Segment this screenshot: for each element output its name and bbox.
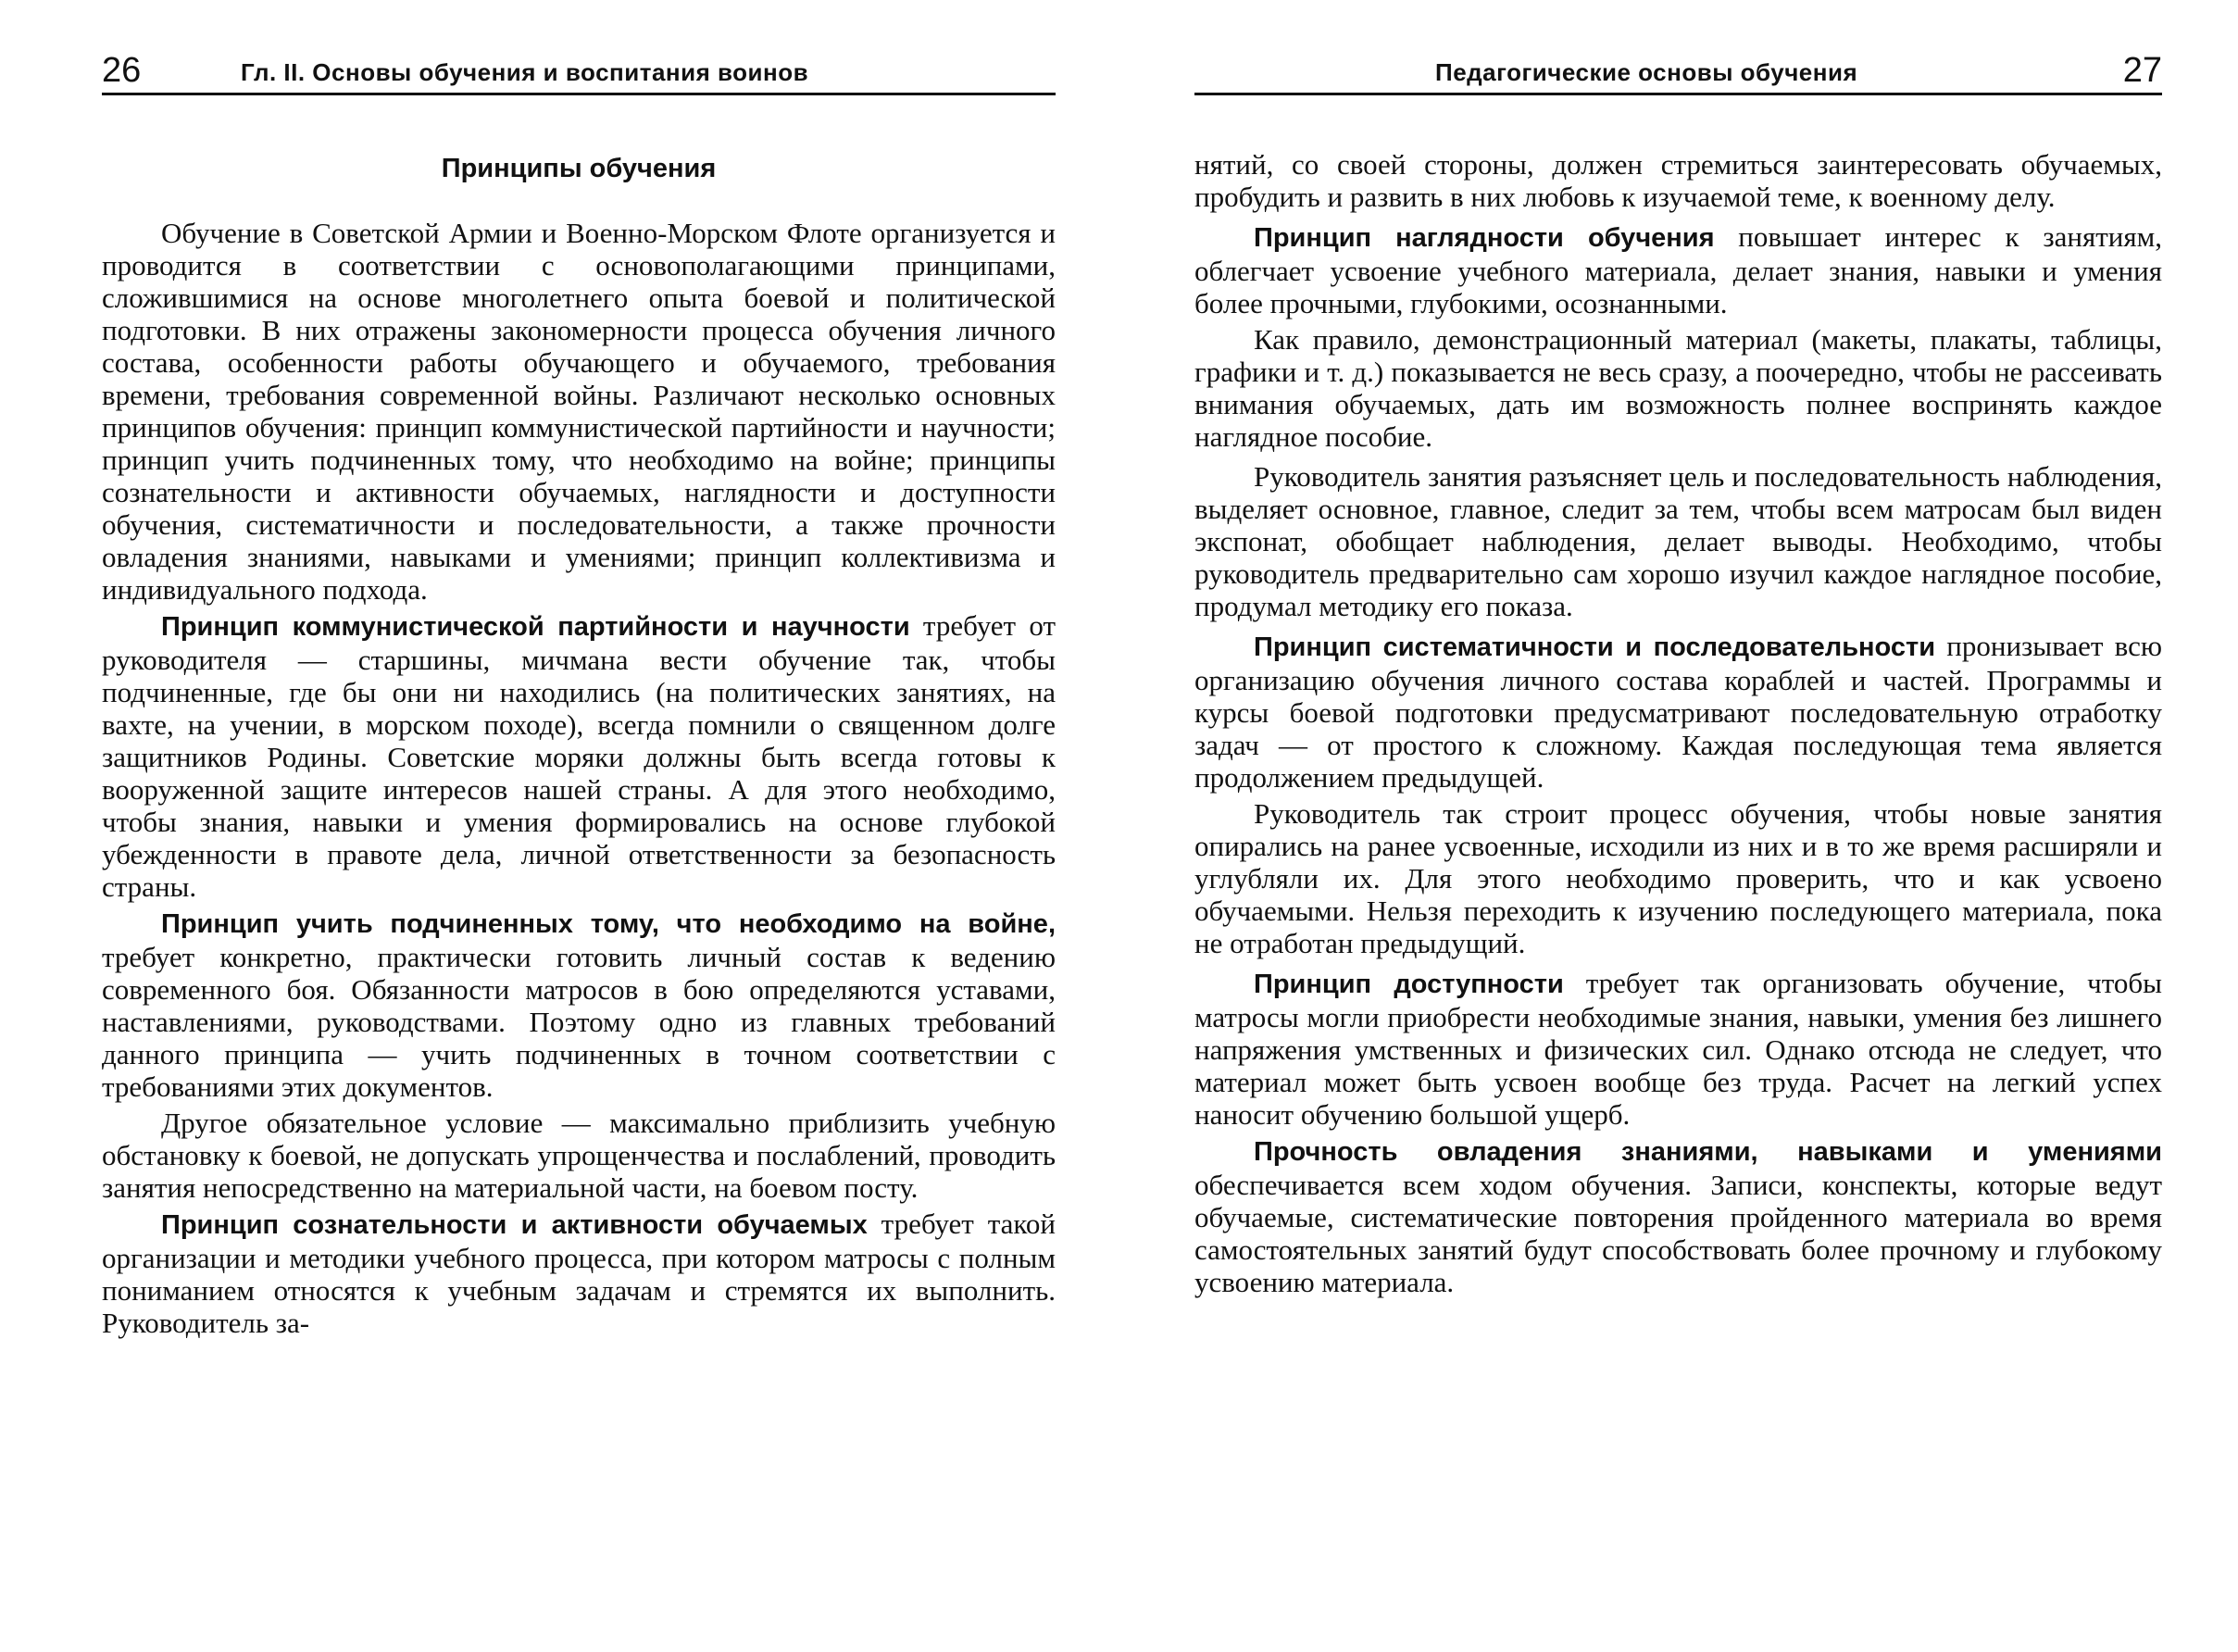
paragraph-text: повышает интерес к занятиям, облегчает усвоение учебного материала, делает знания, навыки и умения более прочными, глубокими, осознанными. (1194, 220, 2162, 319)
paragraph-text: требует от руководителя — старшины, мичмана вести обучение так, чтобы подчиненные, где бы они ни находились (на политических занятиях, на вахте, на учении, в морском походе), всегда помнили о священном долге защитников Родины. Советские моряки должны быть всегда готовы к вооруженной защите интересов нашей страны. А для этого необходимо, чтобы знания, навыки и умения формировались на основе глубокой убежденности в правоте дела, личной ответственности за безопасность страны. (102, 609, 1056, 903)
paragraph (102, 609, 1056, 903)
paragraph-text: требует так организовать обучение, чтобы матросы могли приобрести необходимые знания, навыки, умения без лишнего напряжения умственных и физических сил. Однако отсюда не следует, что материал может быть усвоен вообще без труда. Расчет на легкий успех наносит обучению большой ущерб. (1194, 967, 2162, 1131)
paragraph-lead: Принцип учить подчиненных тому, что необходимо на войне, (161, 909, 1056, 939)
paragraph (1194, 220, 2162, 319)
paragraph (1194, 323, 2162, 453)
page-number: 27 (2122, 51, 2162, 90)
paragraph (1194, 967, 2162, 1131)
paragraph (1194, 1134, 2162, 1298)
paragraph-lead: Принцип сознательности и активности обучаемых (161, 1210, 868, 1240)
running-header: Педагогические основы обучения (1435, 58, 1858, 86)
paragraph-text: требует такой организации и методики учебного процесса, при котором матросы с полным пониманием относятся к учебным задачам и стремятся их выполнить. Руководитель за- (102, 1208, 1056, 1339)
paragraph-lead: Прочность овладения знаниями, навыками и умениями (1254, 1137, 2162, 1167)
running-header: Гл. II. Основы обучения и воспитания воинов (241, 58, 809, 86)
paragraph-text: Руководитель занятия разъясняет цель и последовательность наблюдения, выделяет основное, главное, следит за тем, чтобы всем матросам был виден экспонат, обобщает наблюдения, делает выводы. Необходимо, чтобы руководитель предварительно сам хорошо изучил каждое наглядное пособие, продумал методику его показа. (1194, 460, 2162, 622)
paragraph (102, 1107, 1056, 1204)
paragraph-lead: Принцип коммунистической партийности и научности (161, 612, 910, 642)
paragraph (1194, 797, 2162, 959)
paragraph (1194, 630, 2162, 794)
left-page-body (102, 152, 1056, 1343)
paragraph-lead: Принцип доступности (1254, 970, 1564, 999)
paragraph (102, 907, 1056, 1103)
section-title: Принципы обучения (441, 154, 717, 183)
paragraph-text: Обучение в Советской Армии и Военно-Морском Флоте организуется и проводится в соответствии с основополагающими принципами, сложившимися на основе многолетнего опыта боевой и политической подготовки. В них отражены закономерности процесса обучения личного состава, особенности работы обучающего и обучаемого, требования времени, требования современной войны. Различают несколько основных принципов обучения: принцип коммунистической партийности и научности; принцип учить подчиненных тому, что необходимо на войне; принципы сознательности и активности обучаемых, наглядности и доступности обучения, систематичности и последовательности, а также прочности овладения знаниями, навыками и умениями; принцип коллективизма и индивидуального подхода. (102, 217, 1056, 606)
paragraph-text: требует конкретно, практически готовить личный состав к ведению современного боя. Обязанности матросов в бою определяются уставами, наставлениями, руководствами. Поэтому одно из главных требований данного принципа — учить подчиненных в точном соответствии с требованиями этих документов. (102, 941, 1056, 1103)
left-page-header (102, 48, 1056, 95)
right-page-header (1194, 48, 2162, 95)
paragraph-text: Как правило, демонстрационный материал (макеты, плакаты, таблицы, графики и т. д.) показывается не весь сразу, а поочередно, чтобы не рассеивать внимания обучаемых, дать им возможность полнее воспринять каждое наглядное пособие. (1194, 323, 2162, 453)
paragraph (102, 1208, 1056, 1339)
right-page-body (1194, 148, 2162, 1302)
paragraph-text: Руководитель так строит процесс обучения, чтобы новые занятия опирались на ранее усвоенные, исходили из них и в то же время расширяли и углубляли их. Для этого необходимо проверить, что и как усвоено обучаемыми. Нельзя переходить к изучению последующего материала, пока не отработан предыдущий. (1194, 797, 2162, 959)
paragraph (1194, 460, 2162, 622)
paragraph-text: Другое обязательное условие — максимально приблизить учебную обстановку к боевой, не допускать упрощенчества и послаблений, проводить занятия непосредственно на материальной части, на боевом посту. (102, 1107, 1056, 1204)
paragraph-text: нятий, со своей стороны, должен стремиться заинтересовать обучаемых, пробудить и развить в них любовь к изучаемой теме, к военному делу. (1194, 148, 2162, 213)
paragraph-text: пронизывает всю организацию обучения личного состава кораблей и частей. Программы и курсы боевой подготовки предусматривают последовательную отработку задач — от простого к сложному. Каждая последующая тема является продолжением предыдущей. (1194, 630, 2163, 794)
paragraph-text: обеспечивается всем ходом обучения. Записи, конспекты, которые ведут обучаемые, систематические повторения пройденного материала во время самостоятельных занятий будут способствовать более прочному и глубокому усвоению материала. (1194, 1169, 2162, 1298)
paragraph (102, 217, 1056, 606)
page-number: 26 (102, 51, 142, 90)
paragraph-lead: Принцип наглядности обучения (1254, 223, 1715, 253)
paragraph-lead: Принцип систематичности и последовательности (1254, 632, 1936, 662)
paragraph (1194, 148, 2162, 213)
